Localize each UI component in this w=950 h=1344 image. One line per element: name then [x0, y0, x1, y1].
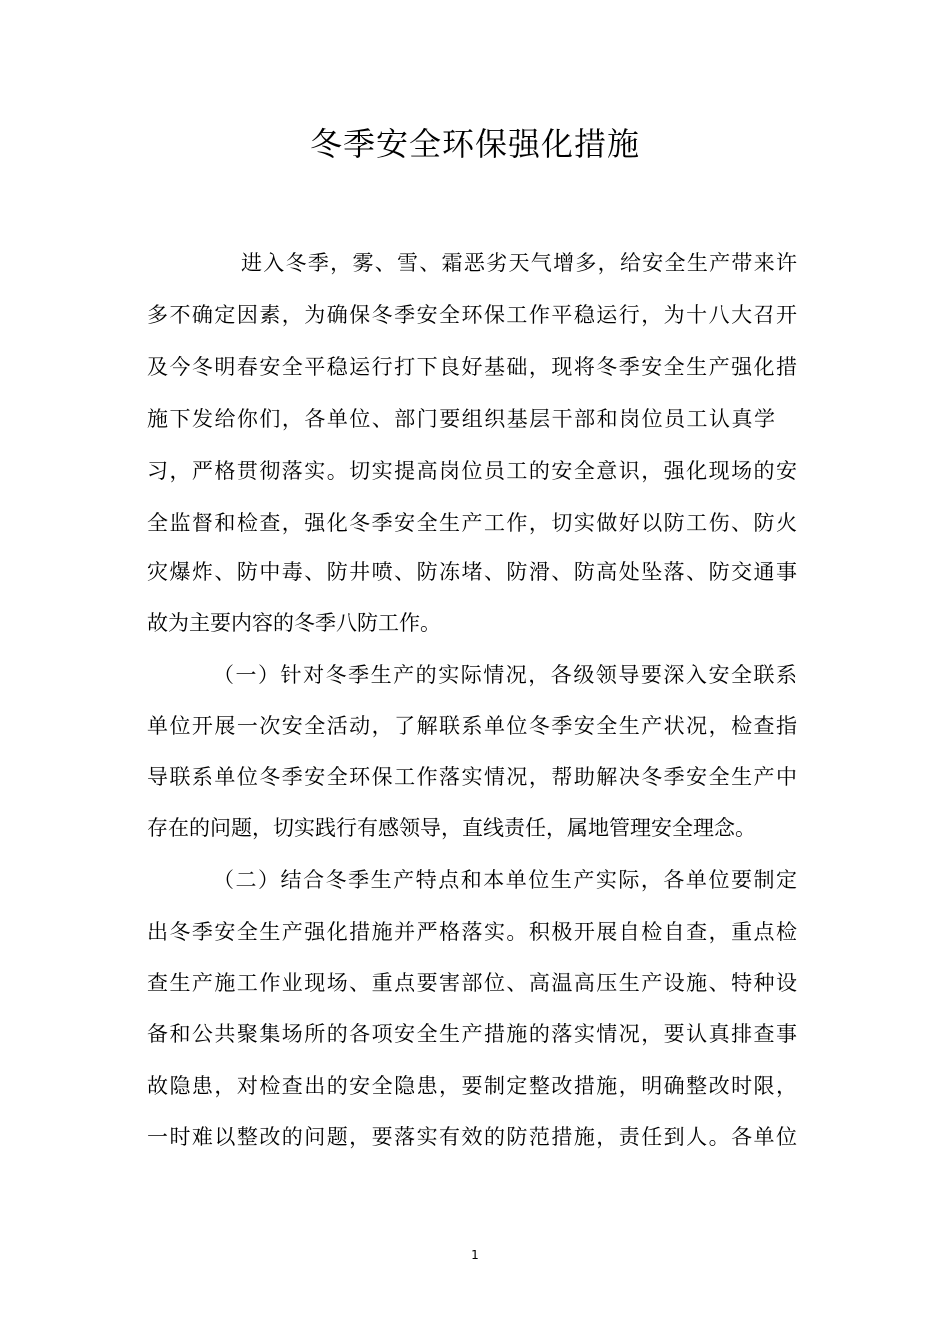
body-line: 备和公共聚集场所的各项安全生产措施的落实情况，要认真排查事	[147, 1022, 797, 1046]
body-line: 导联系单位冬季安全环保工作落实情况，帮助解决冬季安全生产中	[147, 765, 797, 789]
body-line: 习，严格贯彻落实。切实提高岗位员工的安全意识，强化现场的安	[147, 459, 797, 483]
page-number: 1	[471, 1248, 479, 1262]
body-line: 全监督和检查，强化冬季安全生产工作，切实做好以防工伤、防火	[147, 511, 797, 535]
body-line: 及今冬明春安全平稳运行打下良好基础，现将冬季安全生产强化措	[147, 355, 797, 379]
body-line: 查生产施工作业现场、重点要害部位、高温高压生产设施、特种设	[147, 971, 797, 995]
body-line: 单位开展一次安全活动，了解联系单位冬季安全生产状况，检查指	[147, 714, 797, 738]
body-line: 故为主要内容的冬季八防工作。	[147, 611, 441, 635]
body-line: 灾爆炸、防中毒、防井喷、防冻堵、防滑、防高处坠落、防交通事	[147, 560, 797, 584]
body-line: 进入冬季，雾、雪、霜恶劣天气增多，给安全生产带来许	[241, 251, 797, 275]
body-line: 一时难以整改的问题，要落实有效的防范措施，责任到人。各单位	[147, 1125, 797, 1149]
body-line: （二）结合冬季生产特点和本单位生产实际，各单位要制定	[213, 868, 797, 892]
body-line: 存在的问题，切实践行有感领导，直线责任，属地管理安全理念。	[147, 816, 756, 840]
document-title: 冬季安全环保强化措施	[309, 125, 640, 163]
body-line: 故隐患，对检查出的安全隐患，要制定整改措施，明确整改时限，	[147, 1074, 797, 1098]
body-line: （一）针对冬季生产的实际情况，各级领导要深入安全联系	[213, 663, 797, 687]
body-line: 施下发给你们，各单位、部门要组织基层干部和岗位员工认真学	[147, 407, 775, 431]
body-line: 多不确定因素，为确保冬季安全环保工作平稳运行，为十八大召开	[147, 303, 797, 327]
body-line: 出冬季安全生产强化措施并严格落实。积极开展自检自查，重点检	[147, 920, 797, 944]
